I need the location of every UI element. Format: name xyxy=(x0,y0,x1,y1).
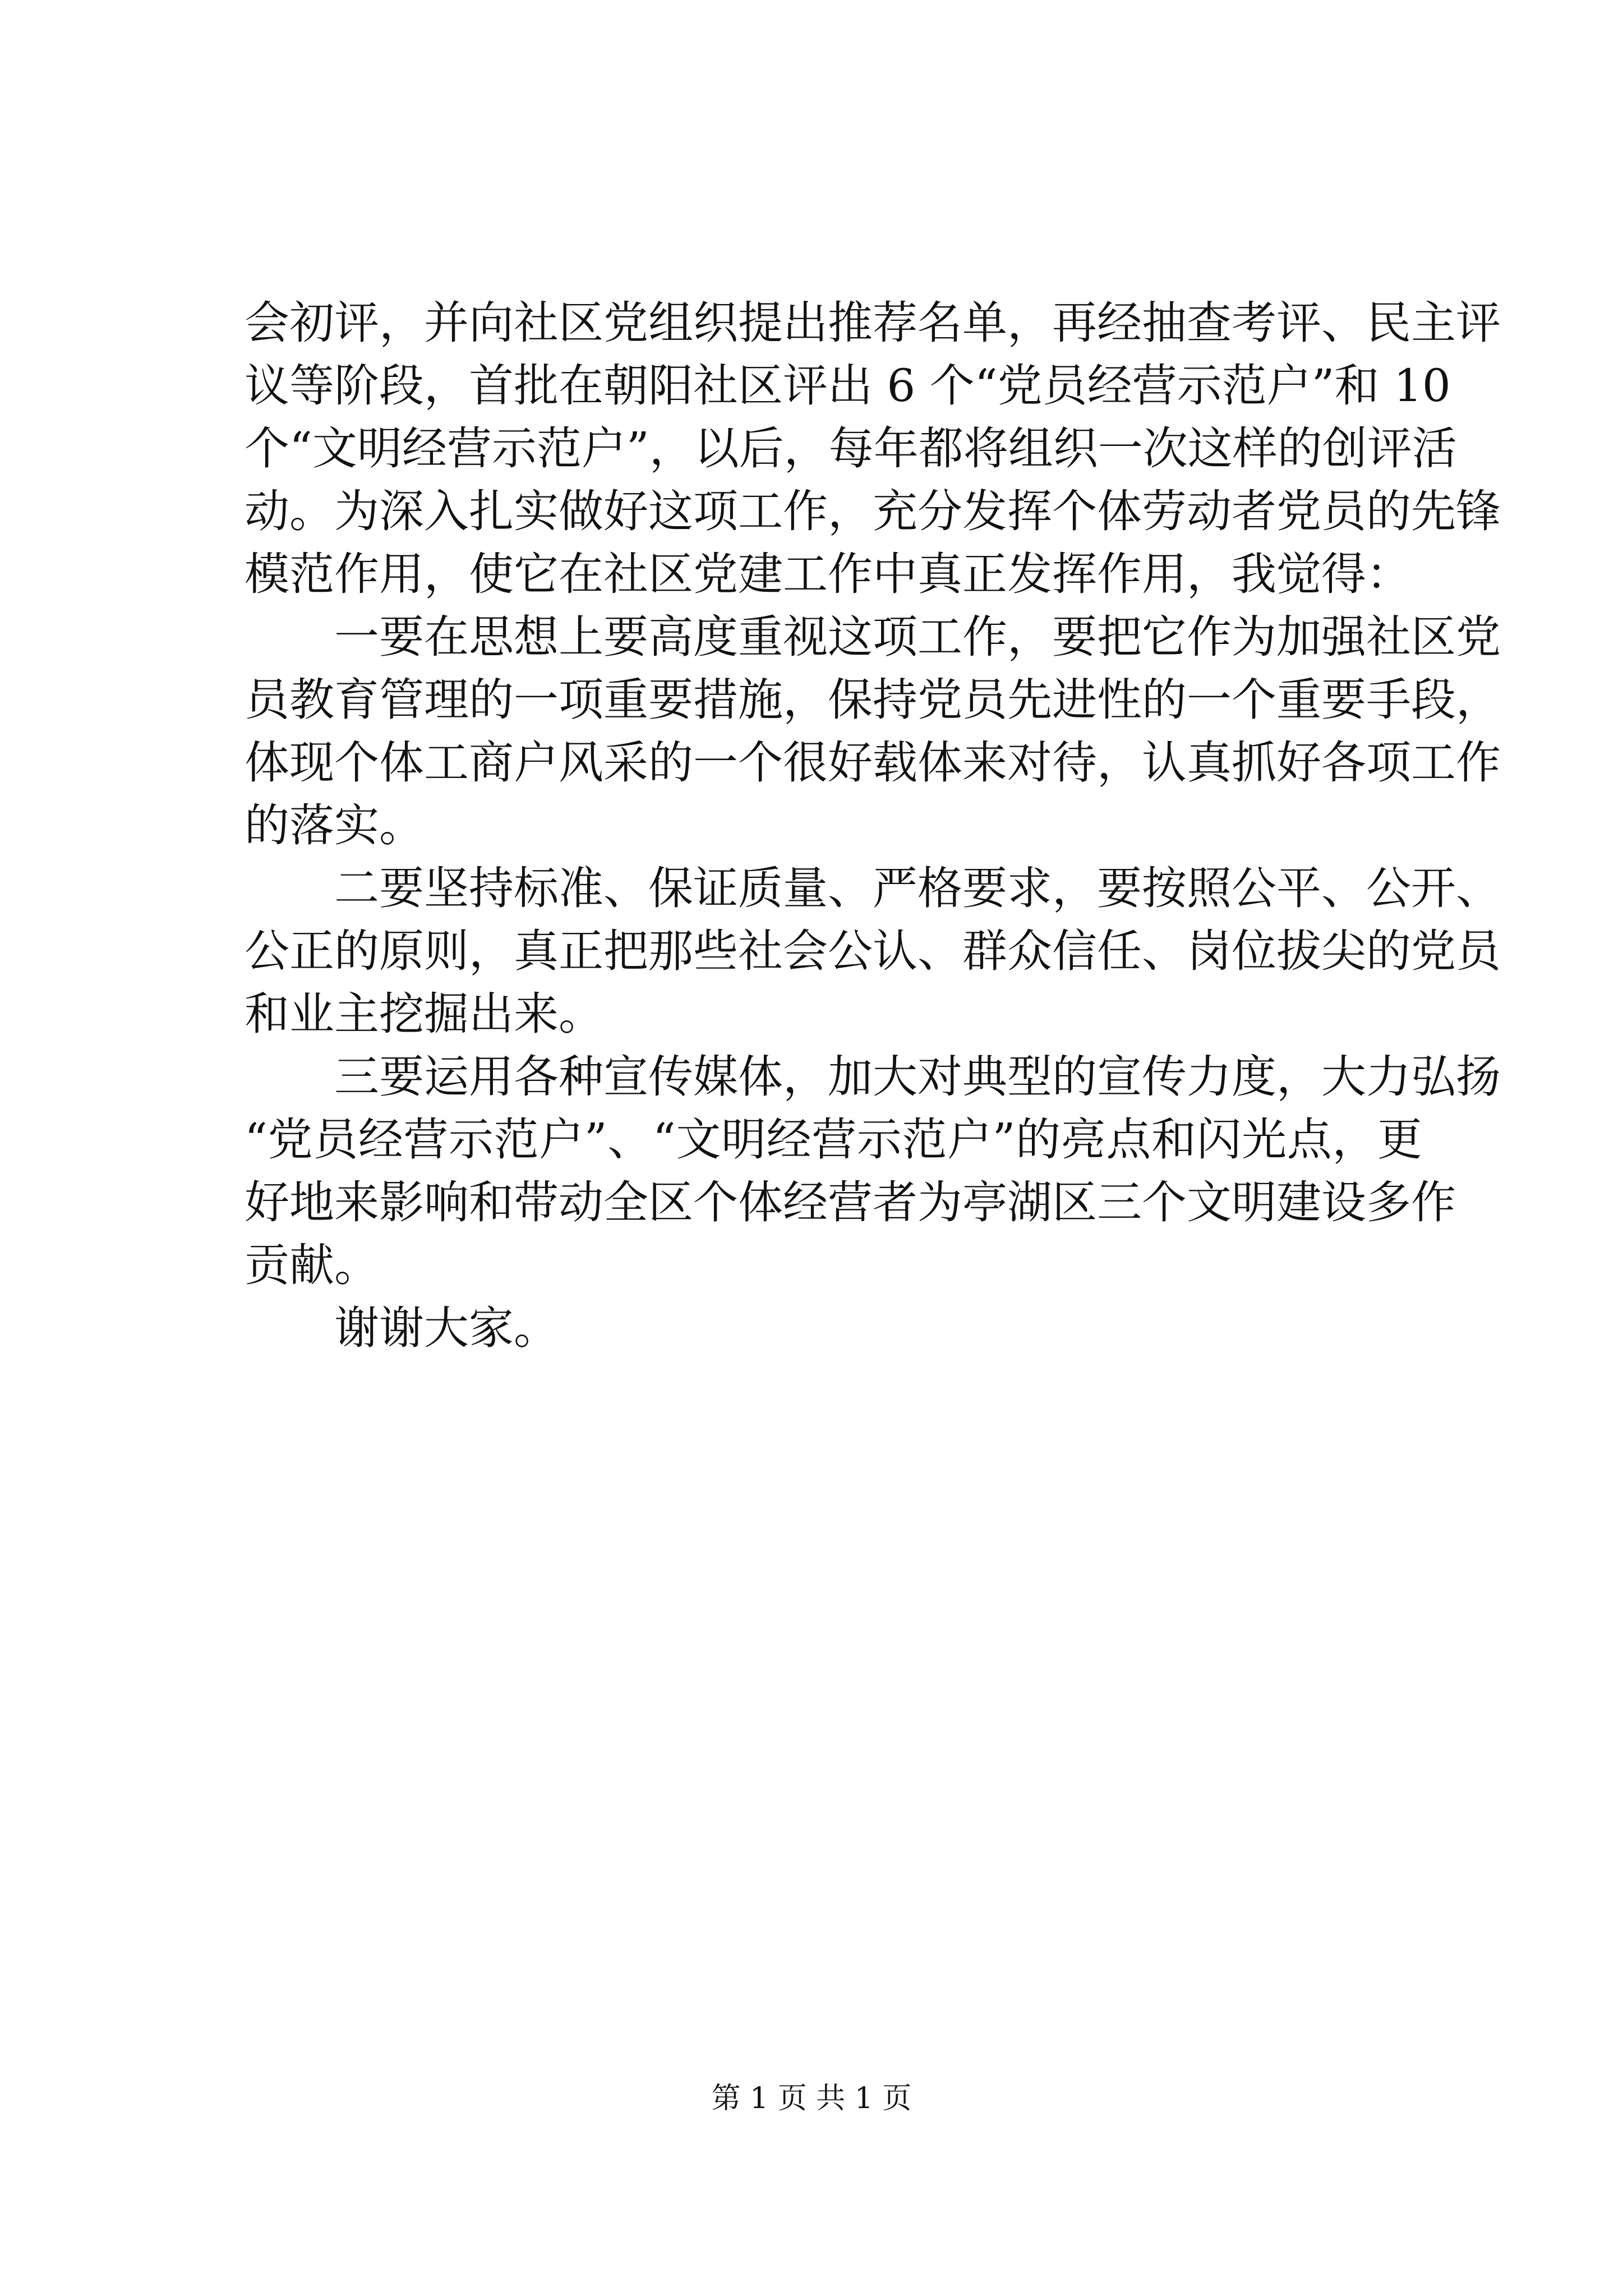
paragraph-point-three xyxy=(245,1046,1501,1297)
paragraph-point-two xyxy=(245,857,1501,1046)
text-line: 公正的原则，真正把那些社会公认、群众信任、岗位拔尖的党员 xyxy=(245,925,1501,977)
text-line: 动。为深入扎实做好这项工作，充分发挥个体劳动者党员的先锋 xyxy=(245,485,1501,537)
text-line: 议等阶段，首批在朝阳社区评出 6 个“党员经营示范户”和 10 xyxy=(245,360,1451,412)
document-body xyxy=(245,292,1501,1360)
text-line: 三要运用各种宣传媒体，加大对典型的宣传力度，大力弘扬 xyxy=(334,1051,1501,1103)
text-line: 和业主挖掘出来。 xyxy=(245,988,603,1040)
text-line: 的落实。 xyxy=(245,799,424,852)
text-line: 二要坚持标准、保证质量、严格要求，要按照公平、公开、 xyxy=(334,862,1501,914)
text-line: 贡献。 xyxy=(245,1239,379,1291)
page-number-footer: 第 1 页 共 1 页 xyxy=(711,2082,912,2115)
text-line: 好地来影响和带动全区个体经营者为亭湖区三个文明建设多作 xyxy=(245,1176,1456,1228)
text-line: 员教育管理的一项重要措施，保持党员先进性的一个重要手段， xyxy=(245,674,1501,726)
text-line: 模范作用，使它在社区党建工作中真正发挥作用，我觉得： xyxy=(245,548,1411,600)
text-line: “党员经营示范户”、“文明经营示范户”的亮点和闪光点，更 xyxy=(245,1114,1422,1166)
closing-line: 谢谢大家。 xyxy=(334,1302,559,1354)
text-line: 会初评，并向社区党组织提出推荐名单，再经抽查考评、民主评 xyxy=(245,297,1501,349)
text-line: 个“文明经营示范户”，以后，每年都将组织一次这样的创评活 xyxy=(245,422,1457,475)
paragraph-continuation xyxy=(245,292,1501,606)
text-line: 一要在思想上要高度重视这项工作，要把它作为加强社区党 xyxy=(334,611,1501,663)
text-line: 体现个体工商户风采的一个很好载体来对待，认真抓好各项工作 xyxy=(245,737,1501,789)
paragraph-point-one xyxy=(245,606,1501,857)
paragraph-closing xyxy=(245,1297,1422,1360)
